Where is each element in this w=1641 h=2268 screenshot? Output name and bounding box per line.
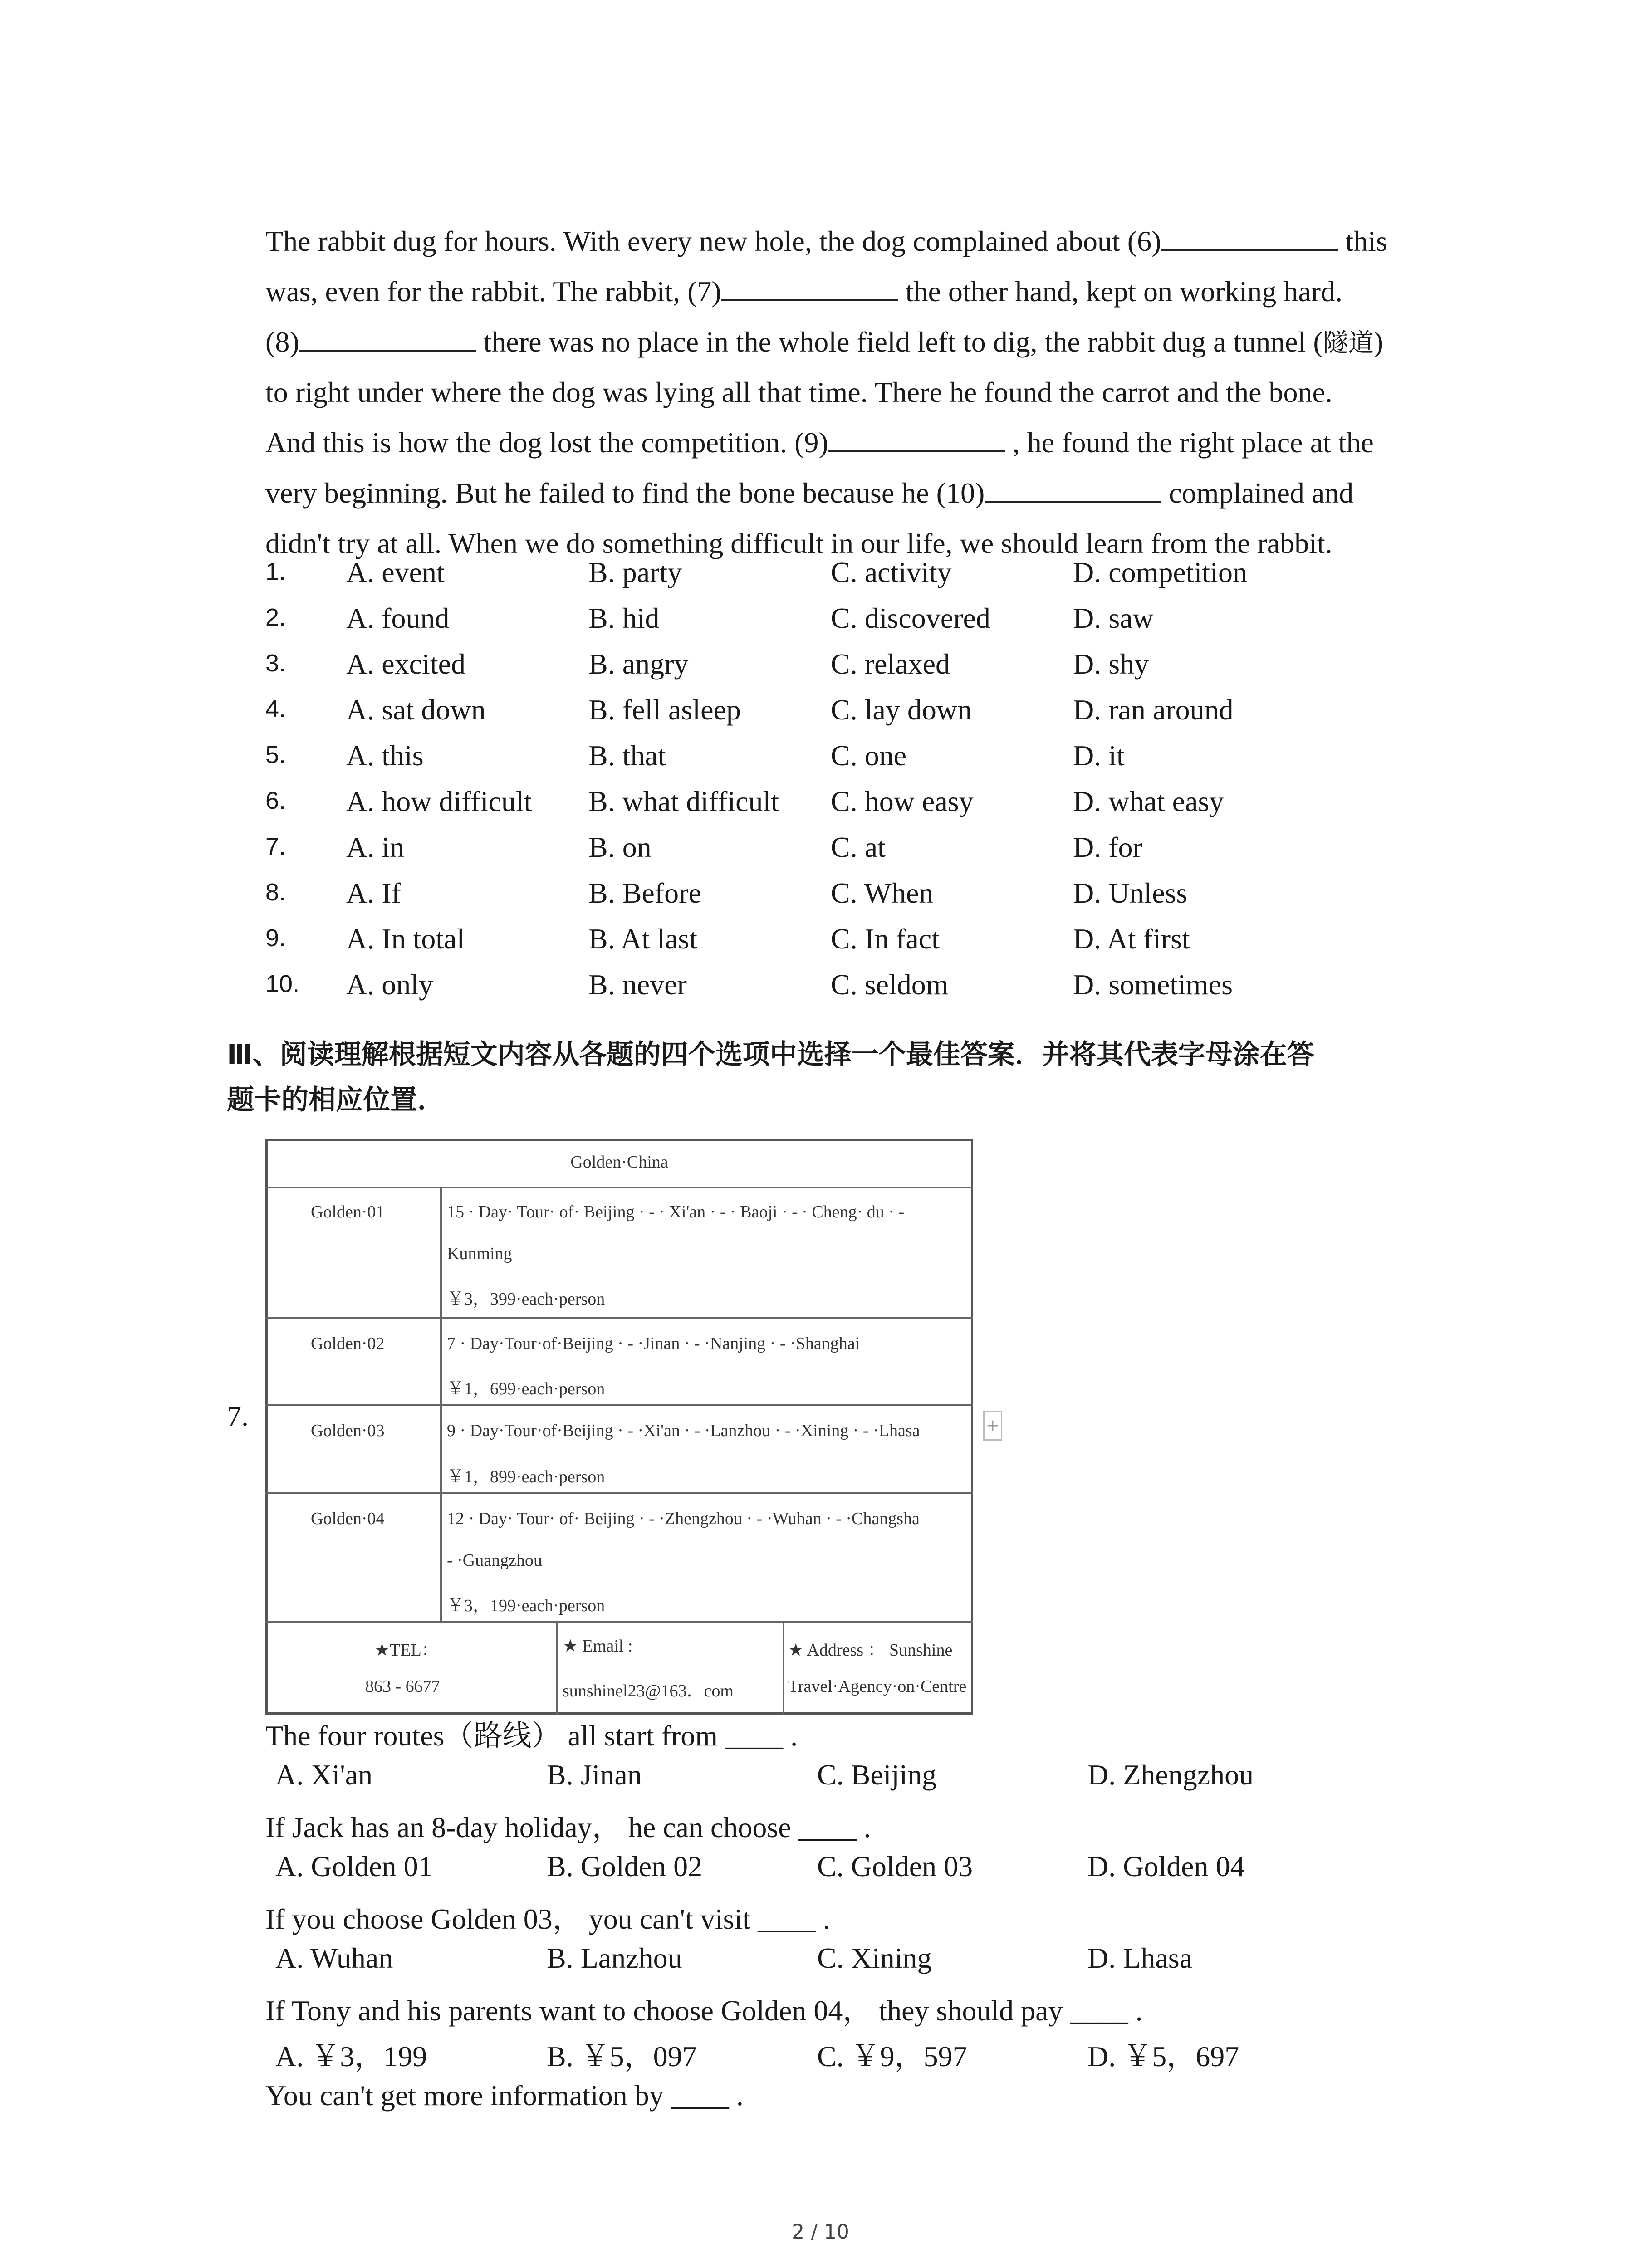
option-c: C. lay down (831, 694, 972, 726)
passage-text: very beginning. But he failed to find the bone because he (10) (265, 477, 985, 509)
option-d: D. ran around (1073, 694, 1234, 726)
answer-d: D. Golden 04 (1087, 1850, 1245, 1882)
passage (265, 216, 1454, 568)
answer-row (265, 2033, 1445, 2079)
passage-text-cn: 隧道 (1323, 328, 1374, 358)
table-rule (265, 1187, 973, 1188)
answer-a: A. ￥3，199 (275, 2040, 427, 2072)
option-a: A. excited (346, 648, 465, 680)
route-price: ￥3，199·each·person (447, 1596, 605, 1615)
answer-row (265, 1850, 1445, 1896)
option-number: 7. (265, 833, 286, 860)
answer-b: B. Lanzhou (547, 1942, 682, 1974)
blank-7 (721, 273, 898, 301)
option-number: 8. (265, 879, 286, 906)
option-a: A. In total (346, 923, 465, 955)
route-itinerary: 15 · Day· Tour· of· Beijing · - · Xi'an · - · Baoji · - · Cheng· du · - (447, 1202, 905, 1222)
option-b: B. never (588, 968, 687, 1001)
route-name: Golden·03 (311, 1421, 385, 1440)
option-d: D. Unless (1073, 877, 1188, 909)
option-a: A. If (346, 877, 401, 909)
section-heading-line-1: Ⅲ、阅读理解根据短文内容从各题的四个选项中选择一个最佳答案．并将其代表字母涂在答 (227, 1039, 1314, 1070)
answer-b: B. Golden 02 (547, 1850, 703, 1882)
option-d: D. competition (1073, 556, 1247, 588)
question-number: 7. (227, 1400, 249, 1432)
passage-line-3 (265, 317, 1454, 367)
option-c: C. activity (831, 556, 952, 588)
option-d: D. what easy (1073, 785, 1224, 817)
route-name: Golden·02 (311, 1334, 385, 1353)
route-itinerary-cont: Kunming (447, 1244, 512, 1263)
blank-10 (985, 474, 1161, 503)
option-number: 1. (265, 558, 286, 585)
option-d: D. it (1073, 739, 1125, 772)
option-d: D. saw (1073, 602, 1154, 634)
option-a: A. found (346, 602, 450, 634)
option-b: B. At last (588, 923, 698, 955)
answer-row (265, 1758, 1445, 1804)
answer-a: A. Wuhan (275, 1942, 393, 1974)
option-b: B. hid (588, 602, 660, 634)
option-a: A. in (346, 831, 404, 863)
option-d: D. for (1073, 831, 1142, 863)
page-number: 2 / 10 (792, 2220, 849, 2244)
option-b: B. party (588, 556, 682, 588)
option-number: 10. (265, 970, 300, 997)
question-stem: If you choose Golden 03， you can't visit ____ . (265, 1903, 831, 1935)
question-stem: You can't get more information by ____ . (265, 2079, 744, 2112)
contact-tel: 863 - 6677 (365, 1677, 440, 1696)
route-name: Golden·01 (311, 1202, 385, 1222)
option-c: C. how easy (831, 785, 974, 817)
passage-line-7: didn't try at all. When we do something difficult in our life, we should learn from the rabbit. (265, 527, 1332, 559)
route-price: ￥1，699·each·person (447, 1379, 605, 1398)
contact-tel-label: ★TEL： (374, 1641, 439, 1660)
table-rule (265, 1404, 973, 1406)
passage-text: the other hand, kept on working hard. (898, 275, 1342, 308)
passage-text: , he found the right place at the (1005, 426, 1374, 459)
option-b: B. what difficult (588, 785, 779, 817)
route-itinerary-cont: - ·Guangzhou (447, 1551, 542, 1570)
option-a: A. sat down (346, 694, 486, 726)
option-c: C. When (831, 877, 934, 909)
answer-b: B. Jinan (547, 1759, 642, 1791)
contact-email: sunshinel23@163．com (563, 1681, 734, 1701)
option-a: A. event (346, 556, 445, 588)
passage-line-5 (265, 417, 1454, 468)
answer-d: D. ￥5，697 (1087, 2040, 1239, 2072)
contact-address-label: ★ Address ： Sunshine (788, 1641, 953, 1660)
option-number: 2. (265, 604, 286, 631)
table-rule (265, 1621, 973, 1623)
answer-c: C. ￥9，597 (817, 2040, 967, 2072)
question-stem: The four routes（路线） all start from ____ . (265, 1720, 798, 1752)
blank-8 (299, 323, 476, 352)
answer-c: C. Beijing (817, 1759, 937, 1791)
question-stem: If Tony and his parents want to choose Golden 04， they should pay ____ . (265, 1994, 1143, 2027)
option-d: D. shy (1073, 648, 1149, 680)
answer-row (265, 1941, 1445, 1987)
tour-table-title: Golden·China (570, 1153, 668, 1172)
table-rule (440, 1187, 442, 1621)
option-b: B. fell asleep (588, 694, 741, 726)
blank-9 (828, 424, 1005, 452)
passage-text: And this is how the dog lost the competition. (9) (265, 426, 828, 459)
option-a: A. this (346, 739, 424, 772)
option-c: C. one (831, 739, 907, 772)
option-b: B. on (588, 831, 652, 863)
option-d: D. At first (1073, 923, 1190, 955)
section-heading (227, 1032, 1470, 1123)
option-a: A. only (346, 968, 433, 1001)
option-a: A. how difficult (346, 785, 532, 817)
route-price: ￥1，899·each·person (447, 1467, 605, 1486)
passage-text: ) (1373, 326, 1384, 358)
route-itinerary: 12 · Day· Tour· of· Beijing · - ·Zhengzhou · - ·Wuhan · - ·Changsha (447, 1509, 920, 1528)
passage-text: (8) (265, 326, 299, 358)
blank-6 (1161, 223, 1338, 251)
table-rule (265, 1492, 973, 1494)
answer-a: A. Golden 01 (275, 1850, 433, 1882)
section-heading-line-2: 题卡的相应位置． (227, 1084, 445, 1116)
passage-line-6 (265, 468, 1454, 518)
route-itinerary: 9 · Day·Tour·of·Beijing · - ·Xi'an · - ·Lanzhou · - ·Xining · - ·Lhasa (447, 1421, 920, 1440)
option-number: 4. (265, 695, 286, 723)
passage-line-2 (265, 266, 1454, 317)
contact-address: Travel·Agency·on·Centre (788, 1677, 967, 1696)
answer-b: B. ￥5，097 (547, 2040, 697, 2072)
table-rule (783, 1621, 784, 1715)
option-number: 3. (265, 650, 286, 677)
passage-text: there was no place in the whole field left to dig, the rabbit dug a tunnel ( (476, 326, 1323, 358)
route-price: ￥3，399·each·person (447, 1290, 605, 1309)
option-d: D. sometimes (1073, 968, 1233, 1001)
option-b: B. angry (588, 648, 689, 680)
answer-c: C. Xining (817, 1942, 932, 1974)
question-stem: If Jack has an 8-day holiday， he can choose ____ . (265, 1811, 871, 1843)
route-name: Golden·04 (311, 1509, 385, 1528)
option-number: 5. (265, 741, 286, 768)
reading-questions (265, 1712, 1445, 2125)
passage-text: complained and (1161, 477, 1354, 509)
answer-a: A. Xi'an (275, 1759, 373, 1791)
option-b: B. Before (588, 877, 701, 909)
table-rule (265, 1317, 973, 1319)
passage-text: was, even for the rabbit. The rabbit, (7) (265, 275, 721, 308)
option-c: C. In fact (831, 923, 940, 955)
option-number: 9. (265, 924, 286, 952)
option-c: C. discovered (831, 602, 990, 634)
table-expand-icon: + (983, 1411, 1002, 1441)
option-c: C. seldom (831, 968, 949, 1001)
answer-c: C. Golden 03 (817, 1850, 973, 1882)
option-b: B. that (588, 739, 666, 772)
answer-d: D. Lhasa (1087, 1942, 1193, 1974)
contact-email-label: ★ Email : (563, 1637, 633, 1656)
option-c: C. relaxed (831, 648, 950, 680)
route-itinerary: 7 · Day·Tour·of·Beijing · - ·Jinan · - ·Nanjing · - ·Shanghai (447, 1334, 860, 1353)
option-c: C. at (831, 831, 886, 863)
passage-line-4: to right under where the dog was lying all that time. There he found the carrot and the bone. (265, 376, 1332, 408)
passage-text: this (1338, 225, 1387, 257)
passage-line-1 (265, 216, 1454, 266)
table-rule (556, 1621, 558, 1715)
passage-text: The rabbit dug for hours. With every new hole, the dog complained about (6) (265, 225, 1161, 257)
answer-d: D. Zhengzhou (1087, 1759, 1254, 1791)
option-number: 6. (265, 787, 286, 814)
tour-table-image (265, 1139, 1023, 1715)
